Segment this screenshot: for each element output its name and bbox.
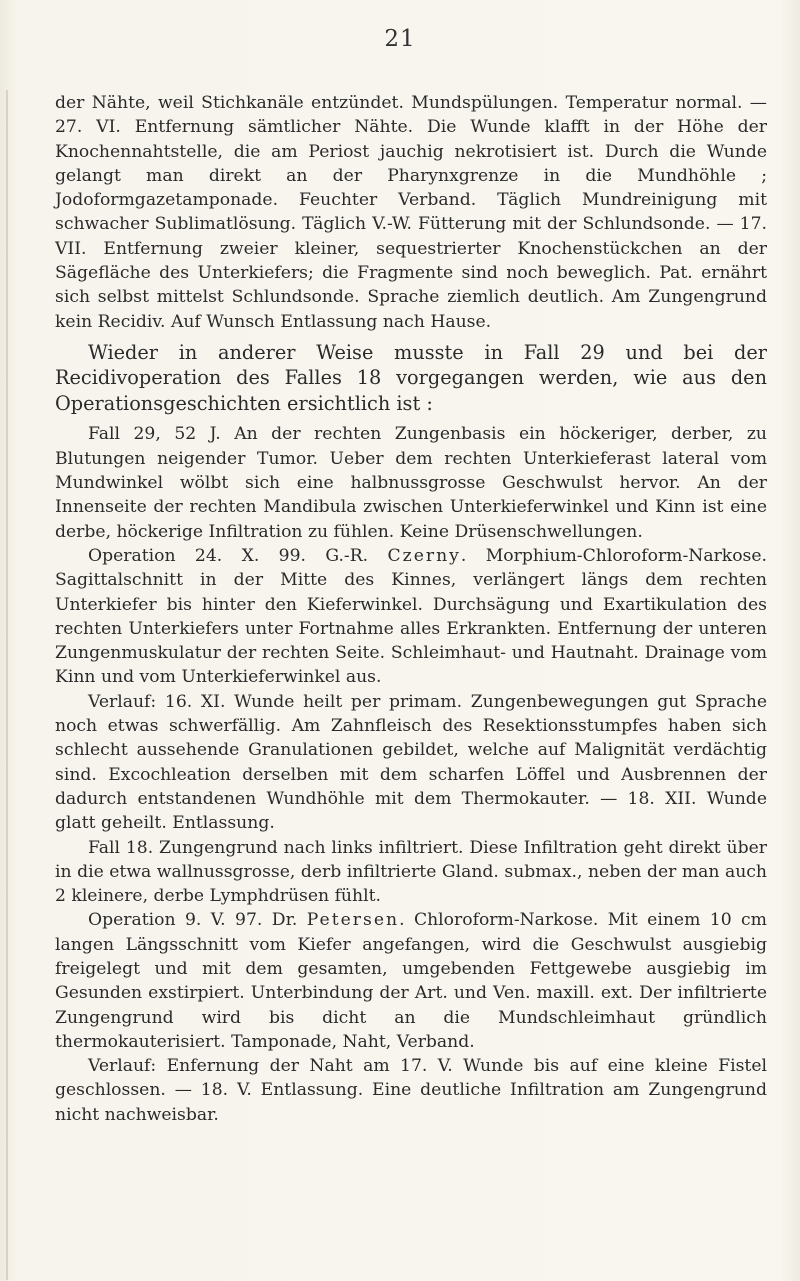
paragraph-intro: Wieder in anderer Weise musste in Fall 29 und bei der Recidivoperation des Falles 18 vorgegangen werden, wie aus den Operationsgeschichten ersichtlich ist : — [55, 340, 767, 415]
paragraph-case-18: Fall 18. Zungengrund nach links infiltriert. Diese Infiltration geht direkt über in die etwa wallnussgrosse, derb infiltrierte Gland. submax., neben der man auch 2 kleinere, derbe Lymphdrüsen fühlt. — [55, 837, 767, 907]
paragraph-course-18: Verlauf: Enfernung der Naht am 17. V. Wunde bis auf eine kleine Fistel geschlossen. — 18. V. Entlassung. Eine deutliche Infiltration am Zungengrund nicht nachweisbar. — [55, 1056, 767, 1125]
operation-prefix: Operation 24. X. 99. G.-R. — [88, 545, 388, 566]
operation-text: . Chloroform-Narkose. Mit einem 10 cm langen Längsschnitt vom Kiefer angefangen, wird die Geschwulst ausgiebig freigelegt und mit dem gesamten, umgebenden Fettgewebe ausgiebig im Gesunden exstirpiert. Unterbindung der Art. und Ven. maxill. ext. Der infiltrierte Zungengrund wird bis dicht an die Mundschleimhaut gründlich thermokauterisiert. Tamponade, Naht, Verband. — [55, 910, 767, 1052]
paragraph-case-29: Fall 29, 52 J. An der rechten Zungenbasis ein höckeriger, derber, zu Blutungen neigender Tumor. Ueber dem rechten Unterkieferast lateral vom Mundwinkel wölbt sich eine halbnussgrosse Geschwulst hervor. An der Innenseite der rechten Mandibula zwischen Unterkieferwinkel und Kinn ist eine derbe, höckerige Infiltration zu fühlen. Keine Drüsenschwellungen. — [55, 424, 767, 542]
body-text — [55, 91, 767, 1127]
page-number: 21 — [384, 26, 416, 52]
paragraph-operation-18 — [55, 908, 767, 1054]
surgeon-name: Czerny — [387, 545, 461, 566]
binding-edge — [6, 90, 8, 1280]
paragraph-operation-29 — [55, 544, 767, 690]
operation-prefix: Operation 9. V. 97. Dr. — [88, 910, 307, 931]
paragraph-course-29: Verlauf: 16. XI. Wunde heilt per primam. Zungenbewegungen gut Sprache noch etwas schwerfällig. Am Zahnfleisch des Resektionsstumpfes haben sich schlecht aussehende Granulationen gebildet, welche auf Malignität verdächtig sind. Excochleation derselben mit dem scharfen Löffel und Ausbrennen der dadurch entstandenen Wundhöhle mit dem Thermokauter. — 18. XII. Wunde glatt geheilt. Entlassung. — [55, 691, 767, 834]
operation-text: . Morphium-Chloroform-Narkose. Sagittalschnitt in der Mitte des Kinnes, verlängert längs dem rechten Unterkiefer bis hinter den Kieferwinkel. Durchsägung und Exartikulation des rechten Unterkiefers unter Fortnahme alles Erkrankten. Entfernung der unteren Zungenmuskulatur der rechten Seite. Schleimhaut- und Hautnaht. Drainage vom Kinn und vom Unterkieferwinkel aus. — [55, 545, 767, 688]
surgeon-name: Petersen — [306, 910, 400, 931]
paragraph-continuation: der Nähte, weil Stichkanäle entzündet. Mundspülungen. Temperatur normal. — 27. VI. Entfernung sämtlicher Nähte. Die Wunde klafft in der Höhe der Knochennahtstelle, die am Periost jauchig nekrotisiert ist. Durch die Wunde gelangt man direkt an der Pharynxgrenze in die Mundhöhle ; Jodoformgazetamponade. Feuchter Verband. Täglich Mundreinigung mit schwacher Sublimatlösung. Täglich V.-W. Fütterung mit der Schlundsonde. — 17. VII. Entfernung zweier kleiner, sequestrierter Knochenstückchen an der Sägefläche des Unterkiefers; die Fragmente sind noch beweglich. Pat. ernährt sich selbst mittelst Schlundsonde. Sprache ziemlich deutlich. Am Zungengrund kein Recidiv. Auf Wunsch Entlassung nach Hause. — [55, 93, 767, 332]
